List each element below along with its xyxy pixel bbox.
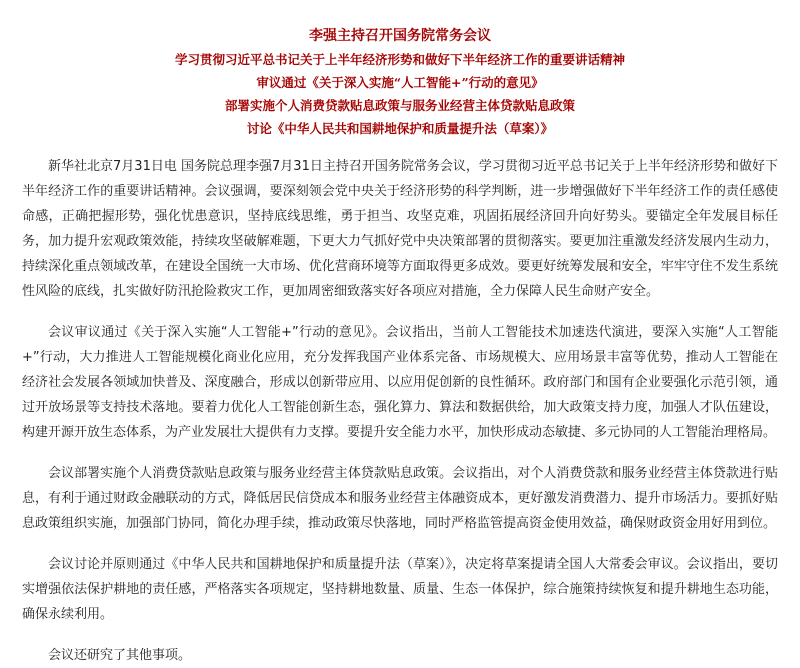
article-subtitle-2: 审议通过《关于深入实施“人工智能+”行动的意见》 xyxy=(256,75,544,90)
body-paragraph-1: 新华社北京7月31日电 国务院总理李强7月31日主持召开国务院常务会议，学习贯彻习近平总书记关于上半年经济形势和做好下半年经济工作的重要讲话精神。会议强调，要深刻领会党中央关于经济形势的科学判断，进一步增强做好下半年经济工作的责任感使命感，正确把握形势，强化忧患意识，坚持底线思维，勇于担当、攻坚克难，巩固拓展经济回升向好势头。要锚定全年发展目标任务，加力提升宏观政策效能，持续攻坚破解难题，下更大力气抓好党中央决策部署的贯彻落实。要更加注重激发经济发展内生动力，持续深化重点领域改革，在建设全国统一大市场、优化营商环境等方面取得更多成效。要更好统筹发展和安全，牢牢守住不发生系统性风险的底线，扎实做好防汛抢险救灾工作，更加周密细致落实好各项应对措施，全力保障人民生命财产安全。 xyxy=(22,159,778,299)
body-paragraph-5: 会议还研究了其他事项。 xyxy=(48,648,192,663)
article-title: 李强主持召开国务院常务会议 xyxy=(309,28,491,44)
body-paragraph-4: 会议讨论并原则通过《中华人民共和国耕地保护和质量提升法（草案）》，决定将草案提请全国人大常委会审议。会议指出，要切实增强依法保护耕地的责任感，严格落实各项规定，坚持耕地数量、质量、生态一体保护，综合施策持续恢复和提升耕地生态功能，确保永续利用。 xyxy=(22,557,778,622)
news-article xyxy=(22,0,778,668)
headline-block xyxy=(22,26,778,140)
article-subtitle-4: 讨论《中华人民共和国耕地保护和质量提升法（草案）》 xyxy=(246,121,554,136)
body-paragraph-2: 会议审议通过《关于深入实施“人工智能+”行动的意见》。会议指出，当前人工智能技术加速迭代演进，要深入实施“人工智能+”行动，大力推进人工智能规模化商业化应用，充分发挥我国产业体系完备、市场规模大、应用场景丰富等优势，推动人工智能在经济社会发展各领域加快普及、深度融合，形成以创新带应用、以应用促创新的良性循环。政府部门和国有企业要强化示范引领，通过开放场景等支持技术落地。要着力优化人工智能创新生态，强化算力、算法和数据供给，加大政策支持力度，加强人才队伍建设，构建开源开放生态体系，为产业发展壮大提供有力支撑。要提升安全能力水平，加快形成动态敏捷、多元协同的人工智能治理格局。 xyxy=(22,325,778,440)
body-paragraph-3: 会议部署实施个人消费贷款贴息政策与服务业经营主体贷款贴息政策。会议指出，对个人消费贷款和服务业经营主体贷款进行贴息，有利于通过财政金融联动的方式，降低居民信贷成本和服务业经营主体融资成本，更好激发消费潜力、提升市场活力。要抓好贴息政策组织实施，加强部门协同，简化办理手续，推动政策尽快落地，同时严格监管提高资金使用效益，确保财政资金用好用到位。 xyxy=(22,466,778,531)
article-subtitle-3: 部署实施个人消费贷款贴息政策与服务业经营主体贷款贴息政策 xyxy=(224,98,575,113)
article-subtitle-1: 学习贯彻习近平总书记关于上半年经济形势和做好下半年经济工作的重要讲话精神 xyxy=(174,52,625,67)
article-body xyxy=(22,154,778,668)
